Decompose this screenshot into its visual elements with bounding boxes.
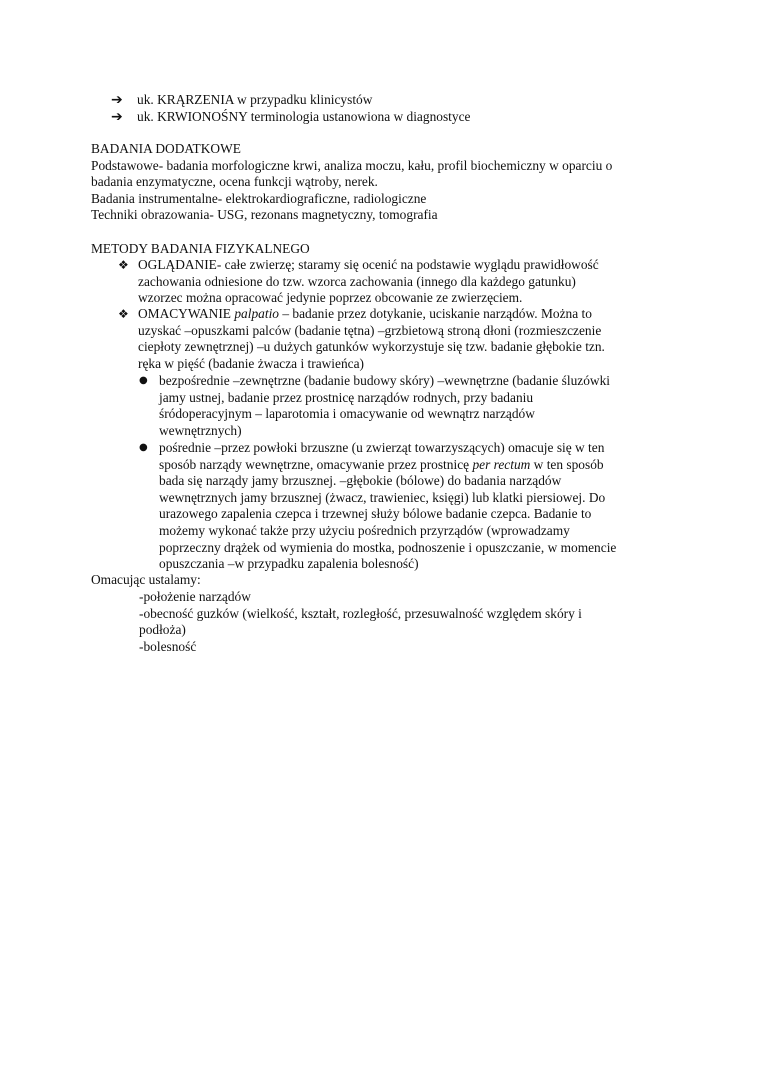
- text-line: [138, 306, 678, 323]
- arrow-icon: ➔: [111, 109, 123, 125]
- arrow-list-item: [111, 109, 470, 126]
- text-line: ręka w pięść (badanie żwacza i trawieńca): [138, 355, 365, 371]
- text-line: wzorzec można opracować jedynie poprzez obcowanie ze zwierzęciem.: [138, 290, 523, 306]
- text-line: Badania instrumentalne- elektrokardiograficzne, radiologiczne: [91, 190, 427, 206]
- list-item: -położenie narządów: [139, 589, 251, 604]
- text-line: zachowania odniesione do tzw. wzorca zachowania (innego dla każdego gatunku): [138, 273, 576, 289]
- section-heading: METODY BADANIA FIZYKALNEGO: [91, 241, 310, 256]
- text-line: OGLĄDANIE- całe zwierzę; staramy się ocenić na podstawie wyglądu prawidłowość: [138, 257, 599, 272]
- list-item: podłoża): [139, 622, 186, 638]
- text-line: bada się narządy jamy brzusznej. –głębokie (bólowe) do badania narządów: [159, 473, 562, 489]
- section-heading: Omacując ustalamy:: [91, 572, 201, 587]
- metody-heading-block: [91, 241, 711, 258]
- text-line: uzyskać –opuszkami palców (badanie tętna) –grzbietową stroną dłoni (rozmieszczenie: [138, 322, 602, 338]
- list-item: -obecność guzków (wielkość, kształt, rozległość, przesuwalność względem skóry i: [139, 605, 582, 621]
- text-line: badania enzymatyczne, ocena funkcji wątroby, nerek.: [91, 174, 378, 190]
- text-line: śródoperacyjnym – laparotomia i omacywanie od wewnątrz narządów: [159, 406, 535, 422]
- arrow-list-item: [111, 92, 372, 109]
- text-line: pośrednie –przez powłoki brzuszne (u zwierząt towarzyszących) omacuje się w ten: [159, 440, 605, 455]
- text-line: wewnętrznych jamy brzusznej (żwacz, trawieniec, księgi) lub klatki piersiowej. Do: [159, 489, 606, 505]
- posrednie-line2-a: sposób narządy wewnętrzne, omacywanie przez prostnicę: [159, 456, 473, 472]
- bullet-icon: ●: [139, 375, 148, 386]
- arrow-icon: ➔: [111, 92, 123, 108]
- text-line: [159, 457, 679, 474]
- text-line: poprzeczny drążek od wymienia do mostka, podnoszenie i opuszczanie, w momencie: [159, 539, 617, 555]
- text-line: urazowego zapalenia czepca i trzewnej służy bólowe badanie czepca. Badanie to: [159, 506, 592, 522]
- list-item: -bolesność: [139, 638, 197, 654]
- text-line: możemy wykonać także przy użyciu pośrednich przyrządów (wprowadzamy: [159, 522, 570, 538]
- diamond-bullet-icon: ❖: [118, 258, 129, 272]
- text-line: jamy ustnej, badanie przez prostnicę narządów rodnych, przy badaniu: [159, 389, 534, 405]
- arrow-item-text: uk. KRWIONOŚNY terminologia ustanowiona w diagnostyce: [137, 109, 471, 124]
- omacywanie-rest: – badanie przez dotykanie, uciskanie narządów. Można to: [278, 306, 592, 321]
- text-line: opuszczania –w przypadku zapalenia bolesność): [159, 556, 419, 572]
- badania-dodatkowe-section: [91, 141, 711, 224]
- text-line: wewnętrznych): [159, 422, 242, 438]
- text-line: Podstawowe- badania morfologiczne krwi, analiza moczu, kału, profil biochemiczny w oparciu o: [91, 157, 613, 173]
- omacujac-list: [139, 589, 639, 655]
- text-line: Techniki obrazowania- USG, rezonans magnetyczny, tomografia: [91, 207, 438, 223]
- posrednie-line2-b: w ten sposób: [530, 456, 604, 472]
- palpatio-term: palpatio: [234, 306, 279, 321]
- text-line: ciepłoty zewnętrznej) –u dużych gatunków wykorzystuje się tzw. badanie głębokie tzn.: [138, 339, 605, 355]
- per-rectum-term: per rectum: [472, 456, 531, 472]
- arrow-item-text: uk. KRĄRZENIA w przypadku klinicystów: [137, 92, 373, 107]
- text-line: bezpośrednie –zewnętrzne (badanie budowy skóry) –wewnętrzne (badanie śluzówki: [159, 373, 611, 388]
- omacywanie-lead: OMACYWANIE: [138, 306, 235, 321]
- omacujac-heading-block: [91, 572, 711, 589]
- section-heading: BADANIA DODATKOWE: [91, 141, 241, 156]
- diamond-bullet-icon: ❖: [118, 307, 129, 321]
- bullet-icon: ●: [139, 442, 148, 453]
